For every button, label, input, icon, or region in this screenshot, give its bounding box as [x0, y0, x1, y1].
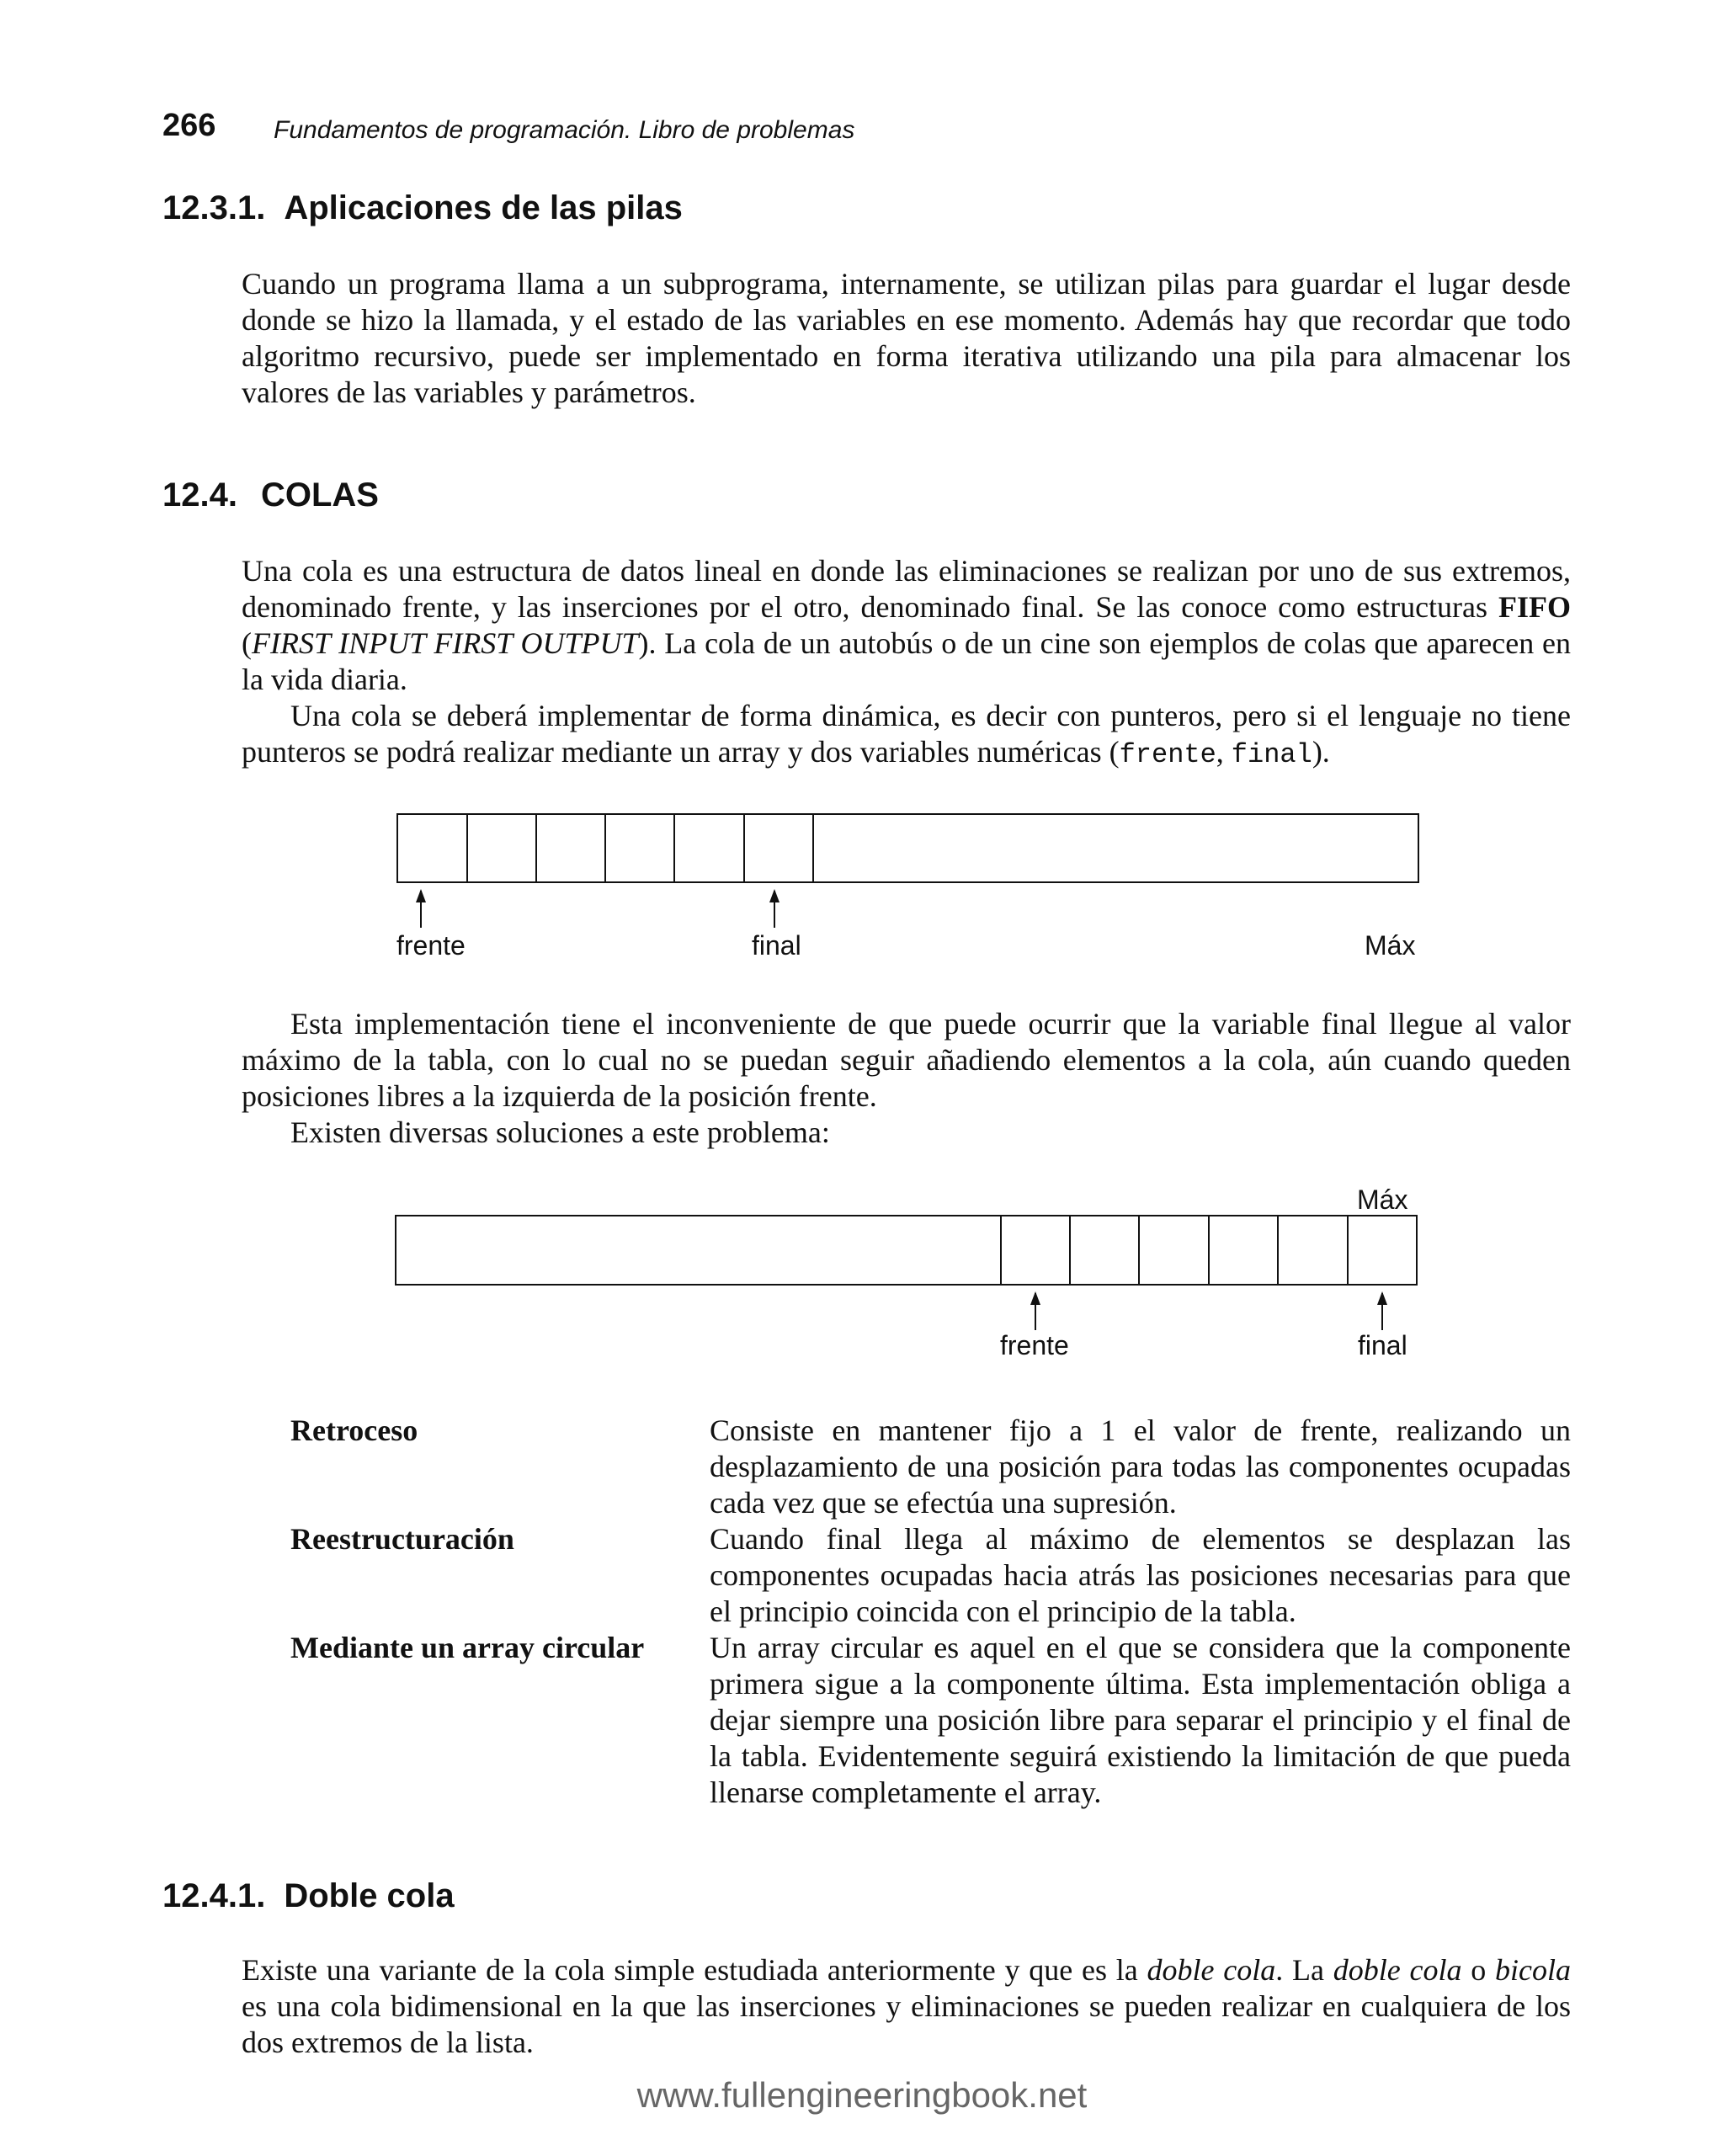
definition-term-reestructuracion: Reestructuración — [290, 1522, 514, 1556]
section-heading-12-3-1 — [162, 189, 683, 227]
code-frente: frente — [1119, 739, 1216, 770]
paragraph-doble-cola: Existe una variante de la cola simple estudiada anteriormente y que es la doble cola. La doble cola o bicola es una cola bidimensional en la que las inserciones y eliminaciones se pueden realizar en cualquiera de los dos extremos de la lista. — [242, 1953, 1572, 2059]
definition-text-retroceso: Consiste en mantener fijo a 1 el valor de frente, realizando un desplazamiento de una posición para todas las componentes ocupadas cada vez que se efectúa una supresión. — [710, 1413, 1571, 1520]
definition-term-array-circular: Mediante un array circular — [290, 1631, 645, 1664]
paragraph-colas-3: Esta implementación tiene el inconveniente de que puede ocurrir que la variable final llegue al valor máximo de la tabla, con lo cual no se puedan seguir añadiendo elementos a la cola, aún cuando queden posiciones libres a la izquierda de la posición frente. — [242, 1007, 1571, 1113]
paragraph-pilas: Cuando un programa llama a un subprograma, internamente, se utilizan pilas para guardar el lugar desde donde se hizo la llamada, y el estado de las variables en ese momento. Además hay que recordar que todo algoritmo recursivo, puede ser implementado en forma iterativa utilizando una pila para almacenar los valores de las variables y parámetros. — [242, 267, 1571, 409]
final-arrowhead — [1377, 1291, 1387, 1305]
section-title: Aplicaciones de las pilas — [284, 189, 683, 226]
queue-diagram-1 — [387, 804, 1431, 972]
page-number: 266 — [162, 108, 216, 143]
code-final: final — [1231, 739, 1312, 770]
array-outline — [396, 1216, 1417, 1285]
paragraph-colas-1: Una cola es una estructura de datos lineal en donde las eliminaciones se realizan por uno de sus extremos, denominado frente, y las inserciones por el otro, denominado final. Se las conoce como estructuras FIFO (FIRST INPUT FIRST OUTPUT). La cola de un autobús o de un cine son ejemplos de colas que aparecen en la vida diaria. — [242, 554, 1571, 696]
section-number: 12.3.1. — [162, 189, 266, 226]
diagram2-label-frente: frente — [1000, 1330, 1069, 1360]
frente-arrowhead — [416, 889, 426, 902]
definition-text-array-circular: Un array circular es aquel en el que se considera que la componente primera sigue a la componente última. Esta implementación obliga a dejar siempre una posición libre para separar el principio y el final de la tabla. Evidentemente seguirá existiendo la limitación de que pueda llenarse completamente el array. — [710, 1631, 1571, 1809]
section-number: 12.4.1. — [162, 1877, 266, 1914]
section-title: COLAS — [260, 476, 379, 514]
section-title: Doble cola — [284, 1877, 455, 1914]
definition-term-retroceso: Retroceso — [290, 1413, 418, 1447]
paragraph-colas-2: Una cola se deberá implementar de forma dinámica, es decir con punteros, pero si el lenguaje no tiene punteros se podrá realizar mediante un array y dos variables numéricas (frente, final). — [242, 699, 1571, 770]
frente-arrowhead — [1030, 1291, 1040, 1305]
queue-diagram-2 — [387, 1204, 1431, 1339]
section-number: 12.4. — [162, 476, 237, 514]
diagram2-label-max: Máx — [1357, 1184, 1408, 1215]
diagram2-label-final: final — [1358, 1330, 1407, 1360]
footer-url: www.fullengineeringbook.net — [636, 2075, 1088, 2115]
running-title: Fundamentos de programación. Libro de problemas — [274, 116, 855, 144]
section-heading-12-4-1 — [162, 1877, 455, 1915]
diagram1-label-final: final — [752, 930, 801, 961]
definition-text-reestructuracion: Cuando final llega al máximo de elementos se desplazan las componentes ocupadas hacia atrás las posiciones necesarias para que el principio coincida con el principio de la tabla. — [710, 1522, 1571, 1628]
diagram1-label-max: Máx — [1365, 930, 1416, 961]
diagram1-label-frente: frente — [396, 930, 466, 961]
final-arrowhead — [769, 889, 780, 902]
section-heading-12-4 — [162, 476, 379, 514]
array-outline — [397, 814, 1418, 882]
fifo-term: FIFO — [1498, 590, 1571, 624]
paragraph-colas-4: Existen diversas soluciones a este problema: — [290, 1115, 830, 1149]
